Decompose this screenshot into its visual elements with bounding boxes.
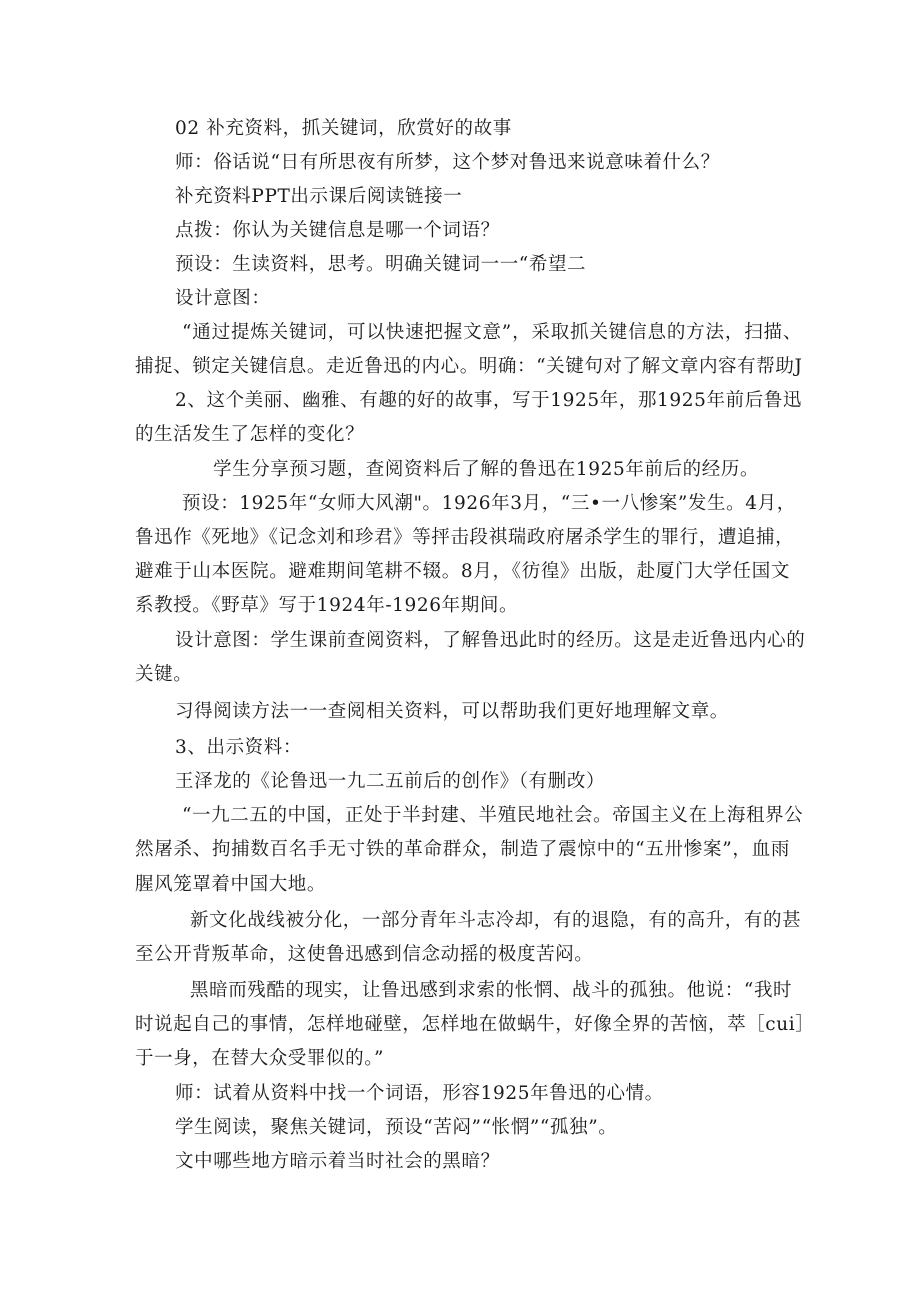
supplement-note: 补充资料PPT出示课后阅读链接一: [175, 186, 463, 207]
paragraph-line: 学生分享预习题，查阅资料后了解的鲁迅在1925年前后的经历。: [213, 459, 760, 480]
paragraph-line: 习得阅读方法一一查阅相关资料，可以帮助我们更好地理解文章。: [175, 701, 729, 722]
paragraph-line: 关键。: [135, 664, 193, 685]
paragraph-line: 捕捉、锁定关键信息。走近鲁迅的内心。明确：“关键句对了解文章内容有帮助J: [135, 356, 803, 377]
paragraph-line: 设计意图：学生课前查阅资料，了解鲁迅此时的经历。这是走近鲁迅内心的: [175, 630, 806, 651]
guidance-line: 点拨：你认为关键信息是哪一个词语？: [175, 220, 500, 241]
paragraph-line: 避难于山本医院。避难期间笔耕不辍。8月，《彷徨》出版，赴厦门大学任国文: [135, 561, 790, 582]
quote-line: 新文化战线被分化，一部分青年斗志冷却，有的退隐，有的高升，有的甚: [190, 910, 802, 931]
teacher-question: 师：试着从资料中找一个词语，形容1925年鲁迅的心情。: [175, 1083, 664, 1104]
paragraph-line: 预设：1925年“女师大风潮"。1926年3月，“三•一八惨案”发生。4月，: [182, 493, 796, 514]
quote-line: 腥风笼罩着中国大地。: [135, 874, 327, 895]
design-intent-label: 设计意图：: [175, 288, 271, 309]
quote-line: 黑暗而残酷的现实，让鲁迅感到求索的怅惘、战斗的孤独。他说：“我时: [190, 980, 793, 1001]
quote-line: 至公开背叛革命，这使鲁迅感到信念动摇的极度苦闷。: [135, 944, 594, 965]
paragraph-line: “通过提炼关键词，可以快速把握文意”，采取抓关键信息的方法，扫描、: [182, 322, 802, 343]
quote-line: 于一身，在替大众受罪似的。”: [135, 1048, 385, 1069]
quote-line: “一九二五的中国，正处于半封建、半殖民地社会。帝国主义在上海租界公: [182, 805, 804, 826]
paragraph-line: 2、这个美丽、幽雅、有趣的好的故事，写于1925年，那1925年前后鲁迅: [175, 390, 803, 411]
student-activity: 学生阅读，聚焦关键词，预设“苦闷”“怅惘”“孤独”。: [175, 1117, 618, 1138]
paragraph-line: 系教授。《野草》写于1924年-1926年期间。: [135, 595, 519, 616]
teacher-question: 师：俗话说“日有所思夜有所梦，这个梦对鲁迅来说意味着什么？: [175, 152, 720, 173]
paragraph-line: 的生活发生了怎样的变化？: [135, 424, 365, 445]
section-heading: 02 补充资料，抓关键词，欣赏好的故事: [175, 118, 512, 139]
quote-line: 时说起自己的事情，怎样地碰壁，怎样地在做蜗牛，好像全界的苦恼，萃［cui］: [135, 1014, 815, 1035]
preset-line: 预设：生读资料，思考。明确关键词一一“希望二: [175, 254, 587, 275]
section-heading: 3、出示资料：: [175, 737, 302, 758]
discussion-question: 文中哪些地方暗示着当时社会的黑暗？: [175, 1151, 500, 1172]
paragraph-line: 鲁迅作《死地》《记念刘和珍君》等抨击段祺瑞政府屠杀学生的罪行，遭追捕，: [135, 527, 795, 548]
quote-line: 然屠杀、拘捕数百名手无寸铁的革命群众，制造了震惊中的“五卅惨案”，血雨: [135, 839, 790, 860]
source-title: 王泽龙的《论鲁迅一九二五前后的创作》（有删改）: [175, 771, 606, 792]
